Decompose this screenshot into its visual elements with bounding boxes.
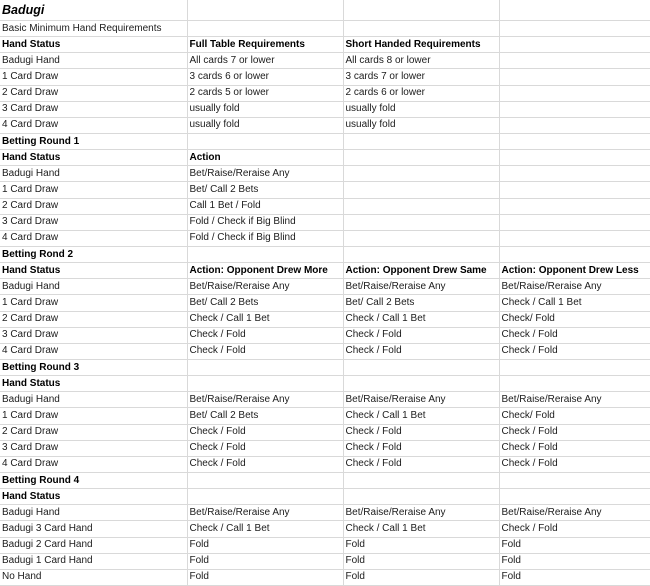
sheet-cell[interactable]: Check / Fold [343, 456, 499, 472]
sheet-row [0, 150, 650, 166]
sheet-cell[interactable]: Betting Round 3 [0, 359, 187, 375]
sheet-cell[interactable]: Betting Rond 2 [0, 246, 187, 262]
sheet-cell[interactable] [343, 376, 499, 392]
sheet-row [0, 537, 650, 553]
sheet-cell[interactable] [343, 21, 499, 37]
sheet-row [0, 376, 650, 392]
sheet-row [0, 69, 650, 85]
sheet-title[interactable]: Badugi [0, 0, 187, 21]
sheet-cell[interactable]: Bet/Raise/Reraise Any [499, 392, 650, 408]
sheet-row [0, 424, 650, 440]
sheet-cell[interactable]: Badugi Hand [0, 166, 187, 182]
sheet-cell[interactable]: Betting Round 1 [0, 133, 187, 149]
sheet-cell[interactable]: 1 Card Draw [0, 69, 187, 85]
sheet-cell[interactable]: Badugi Hand [0, 53, 187, 69]
sheet-cell[interactable]: Fold [187, 569, 343, 585]
sheet-cell[interactable] [343, 133, 499, 149]
sheet-cell[interactable] [499, 133, 650, 149]
sheet-cell[interactable] [343, 472, 499, 488]
sheet-cell[interactable]: Check / Call 1 Bet [499, 295, 650, 311]
sheet-row [0, 263, 650, 279]
sheet-cell[interactable]: 3 cards 7 or lower [343, 69, 499, 85]
sheet-row [0, 553, 650, 569]
sheet-row [0, 214, 650, 230]
sheet-cell[interactable]: Check / Fold [499, 456, 650, 472]
sheet-cell[interactable] [343, 182, 499, 198]
sheet-cell[interactable]: Check / Fold [187, 440, 343, 456]
sheet-cell[interactable]: Check / Fold [499, 343, 650, 359]
sheet-cell[interactable]: 4 Card Draw [0, 343, 187, 359]
sheet-row [0, 166, 650, 182]
sheet-cell[interactable]: Check / Fold [499, 424, 650, 440]
sheet-cell[interactable]: Check / Fold [187, 456, 343, 472]
sheet-cell[interactable] [187, 359, 343, 375]
sheet-cell[interactable]: Bet/ Call 2 Bets [187, 182, 343, 198]
sheet-cell[interactable]: Action: Opponent Drew Less [499, 263, 650, 279]
sheet-cell[interactable]: 2 Card Draw [0, 424, 187, 440]
sheet-cell[interactable]: Call 1 Bet / Fold [187, 198, 343, 214]
sheet-row [0, 21, 650, 37]
sheet-cell[interactable]: Badugi Hand [0, 279, 187, 295]
sheet-cell[interactable]: Check / Fold [187, 327, 343, 343]
sheet-cell[interactable]: Basic Minimum Hand Requirements [0, 21, 187, 37]
sheet-cell[interactable]: 4 Card Draw [0, 230, 187, 246]
sheet-cell[interactable]: usually fold [343, 101, 499, 117]
sheet-cell[interactable]: Hand Status [0, 150, 187, 166]
sheet-cell[interactable]: Bet/Raise/Reraise Any [499, 505, 650, 521]
sheet-row [0, 359, 650, 375]
sheet-cell[interactable]: 3 Card Draw [0, 327, 187, 343]
sheet-cell[interactable]: 1 Card Draw [0, 408, 187, 424]
sheet-cell[interactable] [343, 489, 499, 505]
sheet-row [0, 472, 650, 488]
sheet-row [0, 440, 650, 456]
sheet-cell[interactable] [343, 214, 499, 230]
sheet-row [0, 198, 650, 214]
sheet-cell[interactable]: 1 Card Draw [0, 295, 187, 311]
sheet-row [0, 85, 650, 101]
empty-cell[interactable] [187, 0, 343, 21]
sheet-cell[interactable]: 2 Card Draw [0, 311, 187, 327]
sheet-cell[interactable] [187, 133, 343, 149]
sheet-row [0, 246, 650, 262]
sheet-cell[interactable]: Bet/ Call 2 Bets [343, 295, 499, 311]
sheet-cell[interactable] [499, 182, 650, 198]
sheet-cell[interactable]: Fold [343, 537, 499, 553]
sheet-cell[interactable]: All cards 7 or lower [187, 53, 343, 69]
sheet-cell[interactable]: Check / Fold [499, 327, 650, 343]
sheet-row [0, 327, 650, 343]
sheet-cell[interactable] [343, 150, 499, 166]
sheet-cell[interactable]: 4 Card Draw [0, 456, 187, 472]
sheet-cell[interactable]: Bet/Raise/Reraise Any [187, 166, 343, 182]
sheet-cell[interactable]: Hand Status [0, 37, 187, 53]
sheet-cell[interactable]: Action: Opponent Drew Same [343, 263, 499, 279]
sheet-cell[interactable]: Betting Round 4 [0, 472, 187, 488]
sheet-row [0, 295, 650, 311]
sheet-cell[interactable]: Fold [499, 569, 650, 585]
sheet-row [0, 53, 650, 69]
sheet-cell[interactable]: Badugi Hand [0, 392, 187, 408]
sheet-cell[interactable]: Bet/Raise/Reraise Any [187, 392, 343, 408]
sheet-cell[interactable]: 4 Card Draw [0, 117, 187, 133]
sheet-cell[interactable]: Check / Call 1 Bet [187, 311, 343, 327]
sheet-row [0, 182, 650, 198]
sheet-cell[interactable] [499, 37, 650, 53]
sheet-cell[interactable]: Full Table Requirements [187, 37, 343, 53]
title-row [0, 0, 650, 21]
sheet-cell[interactable] [499, 472, 650, 488]
sheet-cell[interactable]: Fold [187, 553, 343, 569]
sheet-cell[interactable]: Check / Call 1 Bet [343, 408, 499, 424]
sheet-cell[interactable]: Fold / Check if Big Blind [187, 230, 343, 246]
sheet-cell[interactable]: Fold [343, 553, 499, 569]
sheet-cell[interactable]: 3 cards 6 or lower [187, 69, 343, 85]
sheet-cell[interactable]: Check / Fold [343, 440, 499, 456]
sheet-cell[interactable] [499, 166, 650, 182]
sheet-row [0, 521, 650, 537]
sheet-cell[interactable] [499, 101, 650, 117]
sheet-cell[interactable]: Check / Fold [343, 343, 499, 359]
sheet-cell[interactable] [499, 69, 650, 85]
sheet-cell[interactable] [499, 230, 650, 246]
sheet-cell[interactable] [499, 489, 650, 505]
sheet-cell[interactable]: Check / Fold [343, 327, 499, 343]
sheet-cell[interactable]: usually fold [187, 101, 343, 117]
sheet-cell[interactable]: Fold / Check if Big Blind [187, 214, 343, 230]
sheet-row [0, 505, 650, 521]
sheet-cell[interactable] [499, 53, 650, 69]
sheet-cell[interactable]: Hand Status [0, 376, 187, 392]
sheet-row [0, 230, 650, 246]
sheet-cell[interactable]: 2 cards 6 or lower [343, 85, 499, 101]
sheet-cell[interactable]: 1 Card Draw [0, 182, 187, 198]
sheet-row [0, 408, 650, 424]
sheet-cell[interactable] [187, 472, 343, 488]
sheet-row [0, 456, 650, 472]
sheet-row [0, 101, 650, 117]
sheet-cell[interactable]: Action: Opponent Drew More [187, 263, 343, 279]
sheet-cell[interactable]: Check / Call 1 Bet [187, 521, 343, 537]
sheet-cell[interactable]: 3 Card Draw [0, 214, 187, 230]
sheet-row [0, 343, 650, 359]
sheet-row [0, 279, 650, 295]
sheet-cell[interactable]: Badugi Hand [0, 505, 187, 521]
sheet-cell[interactable]: Check / Call 1 Bet [343, 521, 499, 537]
sheet-cell[interactable] [499, 359, 650, 375]
sheet-cell[interactable]: usually fold [187, 117, 343, 133]
sheet-row [0, 489, 650, 505]
sheet-cell[interactable] [499, 214, 650, 230]
sheet-cell[interactable] [499, 85, 650, 101]
sheet-cell[interactable] [499, 376, 650, 392]
sheet-cell[interactable]: Check/ Fold [499, 408, 650, 424]
empty-cell[interactable] [343, 0, 499, 21]
empty-cell[interactable] [499, 0, 650, 21]
sheet-cell[interactable]: 3 Card Draw [0, 101, 187, 117]
sheet-cell[interactable]: Fold [499, 537, 650, 553]
sheet-cell[interactable] [499, 198, 650, 214]
sheet-cell[interactable]: Badugi 2 Card Hand [0, 537, 187, 553]
sheet-cell[interactable]: Badugi 3 Card Hand [0, 521, 187, 537]
sheet-cell[interactable] [499, 21, 650, 37]
sheet-cell[interactable]: Action [187, 150, 343, 166]
sheet-cell[interactable]: Check / Fold [499, 440, 650, 456]
sheet-row [0, 37, 650, 53]
sheet-cell[interactable] [343, 246, 499, 262]
sheet-row [0, 392, 650, 408]
sheet-cell[interactable]: 2 Card Draw [0, 198, 187, 214]
sheet-cell[interactable]: Fold [499, 553, 650, 569]
sheet-cell[interactable] [499, 150, 650, 166]
sheet-row [0, 117, 650, 133]
sheet-cell[interactable]: All cards 8 or lower [343, 53, 499, 69]
sheet-cell[interactable]: Check / Call 1 Bet [343, 311, 499, 327]
sheet-cell[interactable]: Bet/Raise/Reraise Any [187, 505, 343, 521]
sheet-cell[interactable] [343, 166, 499, 182]
sheet-cell[interactable]: Bet/ Call 2 Bets [187, 408, 343, 424]
sheet-cell[interactable]: Check / Fold [187, 424, 343, 440]
sheet-cell[interactable]: Fold [187, 537, 343, 553]
sheet-cell[interactable]: Check / Fold [343, 424, 499, 440]
sheet-cell[interactable] [343, 230, 499, 246]
sheet-cell[interactable]: Fold [343, 569, 499, 585]
sheet-cell[interactable]: 2 Card Draw [0, 85, 187, 101]
sheet-cell[interactable]: Check/ Fold [499, 311, 650, 327]
sheet-cell[interactable]: Badugi 1 Card Hand [0, 553, 187, 569]
sheet-cell[interactable] [187, 246, 343, 262]
sheet-cell[interactable] [343, 359, 499, 375]
sheet-cell[interactable]: Bet/Raise/Reraise Any [499, 279, 650, 295]
sheet-cell[interactable]: Bet/ Call 2 Bets [187, 295, 343, 311]
sheet-cell[interactable]: Check / Fold [499, 521, 650, 537]
sheet-cell[interactable]: Short Handed Requirements [343, 37, 499, 53]
sheet-cell[interactable] [187, 21, 343, 37]
sheet-cell[interactable]: Check / Fold [187, 343, 343, 359]
sheet-cell[interactable]: No Hand [0, 569, 187, 585]
sheet-cell[interactable]: Bet/Raise/Reraise Any [343, 279, 499, 295]
sheet-cell[interactable]: 3 Card Draw [0, 440, 187, 456]
sheet-cell[interactable]: usually fold [343, 117, 499, 133]
sheet-cell[interactable]: Hand Status [0, 263, 187, 279]
sheet-cell[interactable] [499, 246, 650, 262]
sheet-cell[interactable]: Hand Status [0, 489, 187, 505]
sheet-cell[interactable]: Bet/Raise/Reraise Any [187, 279, 343, 295]
sheet-cell[interactable]: Bet/Raise/Reraise Any [343, 392, 499, 408]
sheet-row [0, 311, 650, 327]
sheet-cell[interactable] [187, 376, 343, 392]
sheet-cell[interactable] [343, 198, 499, 214]
sheet-row [0, 133, 650, 149]
sheet-row [0, 569, 650, 585]
sheet-cell[interactable] [499, 117, 650, 133]
sheet-cell[interactable] [187, 489, 343, 505]
sheet-cell[interactable]: 2 cards 5 or lower [187, 85, 343, 101]
sheet-cell[interactable]: Bet/Raise/Reraise Any [343, 505, 499, 521]
